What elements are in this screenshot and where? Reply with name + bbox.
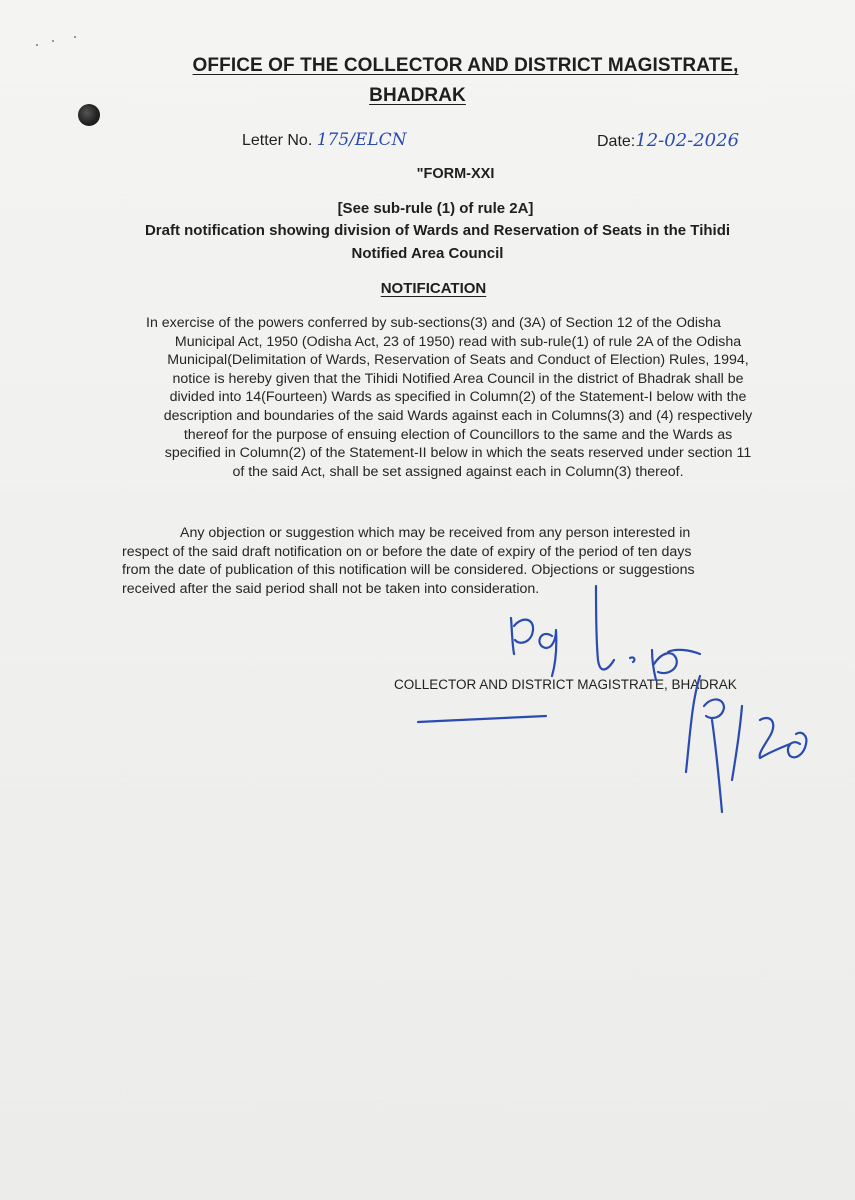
letter-number-handwritten: 175/ELCN <box>316 130 407 150</box>
paragraph-line: respect of the said draft notification on or before the date of expiry of the period of ten days <box>122 543 692 560</box>
date-label: Date: <box>597 133 636 150</box>
paragraph-line: from the date of publication of this notification will be considered. Objections or suggestions <box>122 562 695 579</box>
draft-title-line1: Draft notification showing division of Wards and Reservation of Seats in the Tihidi <box>144 222 731 239</box>
draft-title-line2: Notified Area Council <box>351 245 504 262</box>
signatory-designation: COLLECTOR AND DISTRICT MAGISTRATE, BHADRAK <box>394 677 737 692</box>
paragraph-line: Any objection or suggestion which may be received from any person interested in <box>180 525 691 541</box>
rule-reference: [See sub-rule (1) of rule 2A] <box>337 200 534 217</box>
paragraph-line: specified in Column(2) of the Statement-II below in which the seats reserved under section 11 <box>164 445 752 462</box>
paragraph-line: divided into 14(Fourteen) Wards as specified in Column(2) of the Statement-I below with the <box>169 389 747 406</box>
office-title-line1: OFFICE OF THE COLLECTOR AND DISTRICT MAGISTRATE, <box>192 55 739 76</box>
office-title-line2: BHADRAK <box>369 85 466 106</box>
paragraph-line: Municipal Act, 1950 (Odisha Act, 23 of 1950) read with sub-rule(1) of rule 2A of the Odisha <box>174 333 742 350</box>
paragraph-line: notice is hereby given that the Tihidi Notified Area Council in the district of Bhadrak shall be <box>172 370 744 387</box>
notification-heading: NOTIFICATION <box>380 280 487 297</box>
paragraph-line: description and boundaries of the said Wards against each in Columns(3) and (4) respectively <box>163 407 753 424</box>
paragraph-line: of the said Act, shall be set assigned against each in Column(3) thereof. <box>232 463 684 480</box>
letter-number-label: Letter No. <box>242 132 313 149</box>
form-number: "FORM-XXI <box>416 166 495 182</box>
paragraph-line: In exercise of the powers conferred by sub-sections(3) and (3A) of Section 12 of the Odisha <box>146 315 721 331</box>
paragraph-line: Municipal(Delimitation of Wards, Reservation of Seats and Conduct of Election) Rules, 1994, <box>167 352 749 369</box>
paragraph-line: received after the said period shall not be taken into consideration. <box>122 580 540 597</box>
paragraph-line: thereof for the purpose of ensuing election of Councillors to the same and the Wards as <box>183 426 733 443</box>
date-handwritten: 12-02-2026 <box>635 130 740 151</box>
